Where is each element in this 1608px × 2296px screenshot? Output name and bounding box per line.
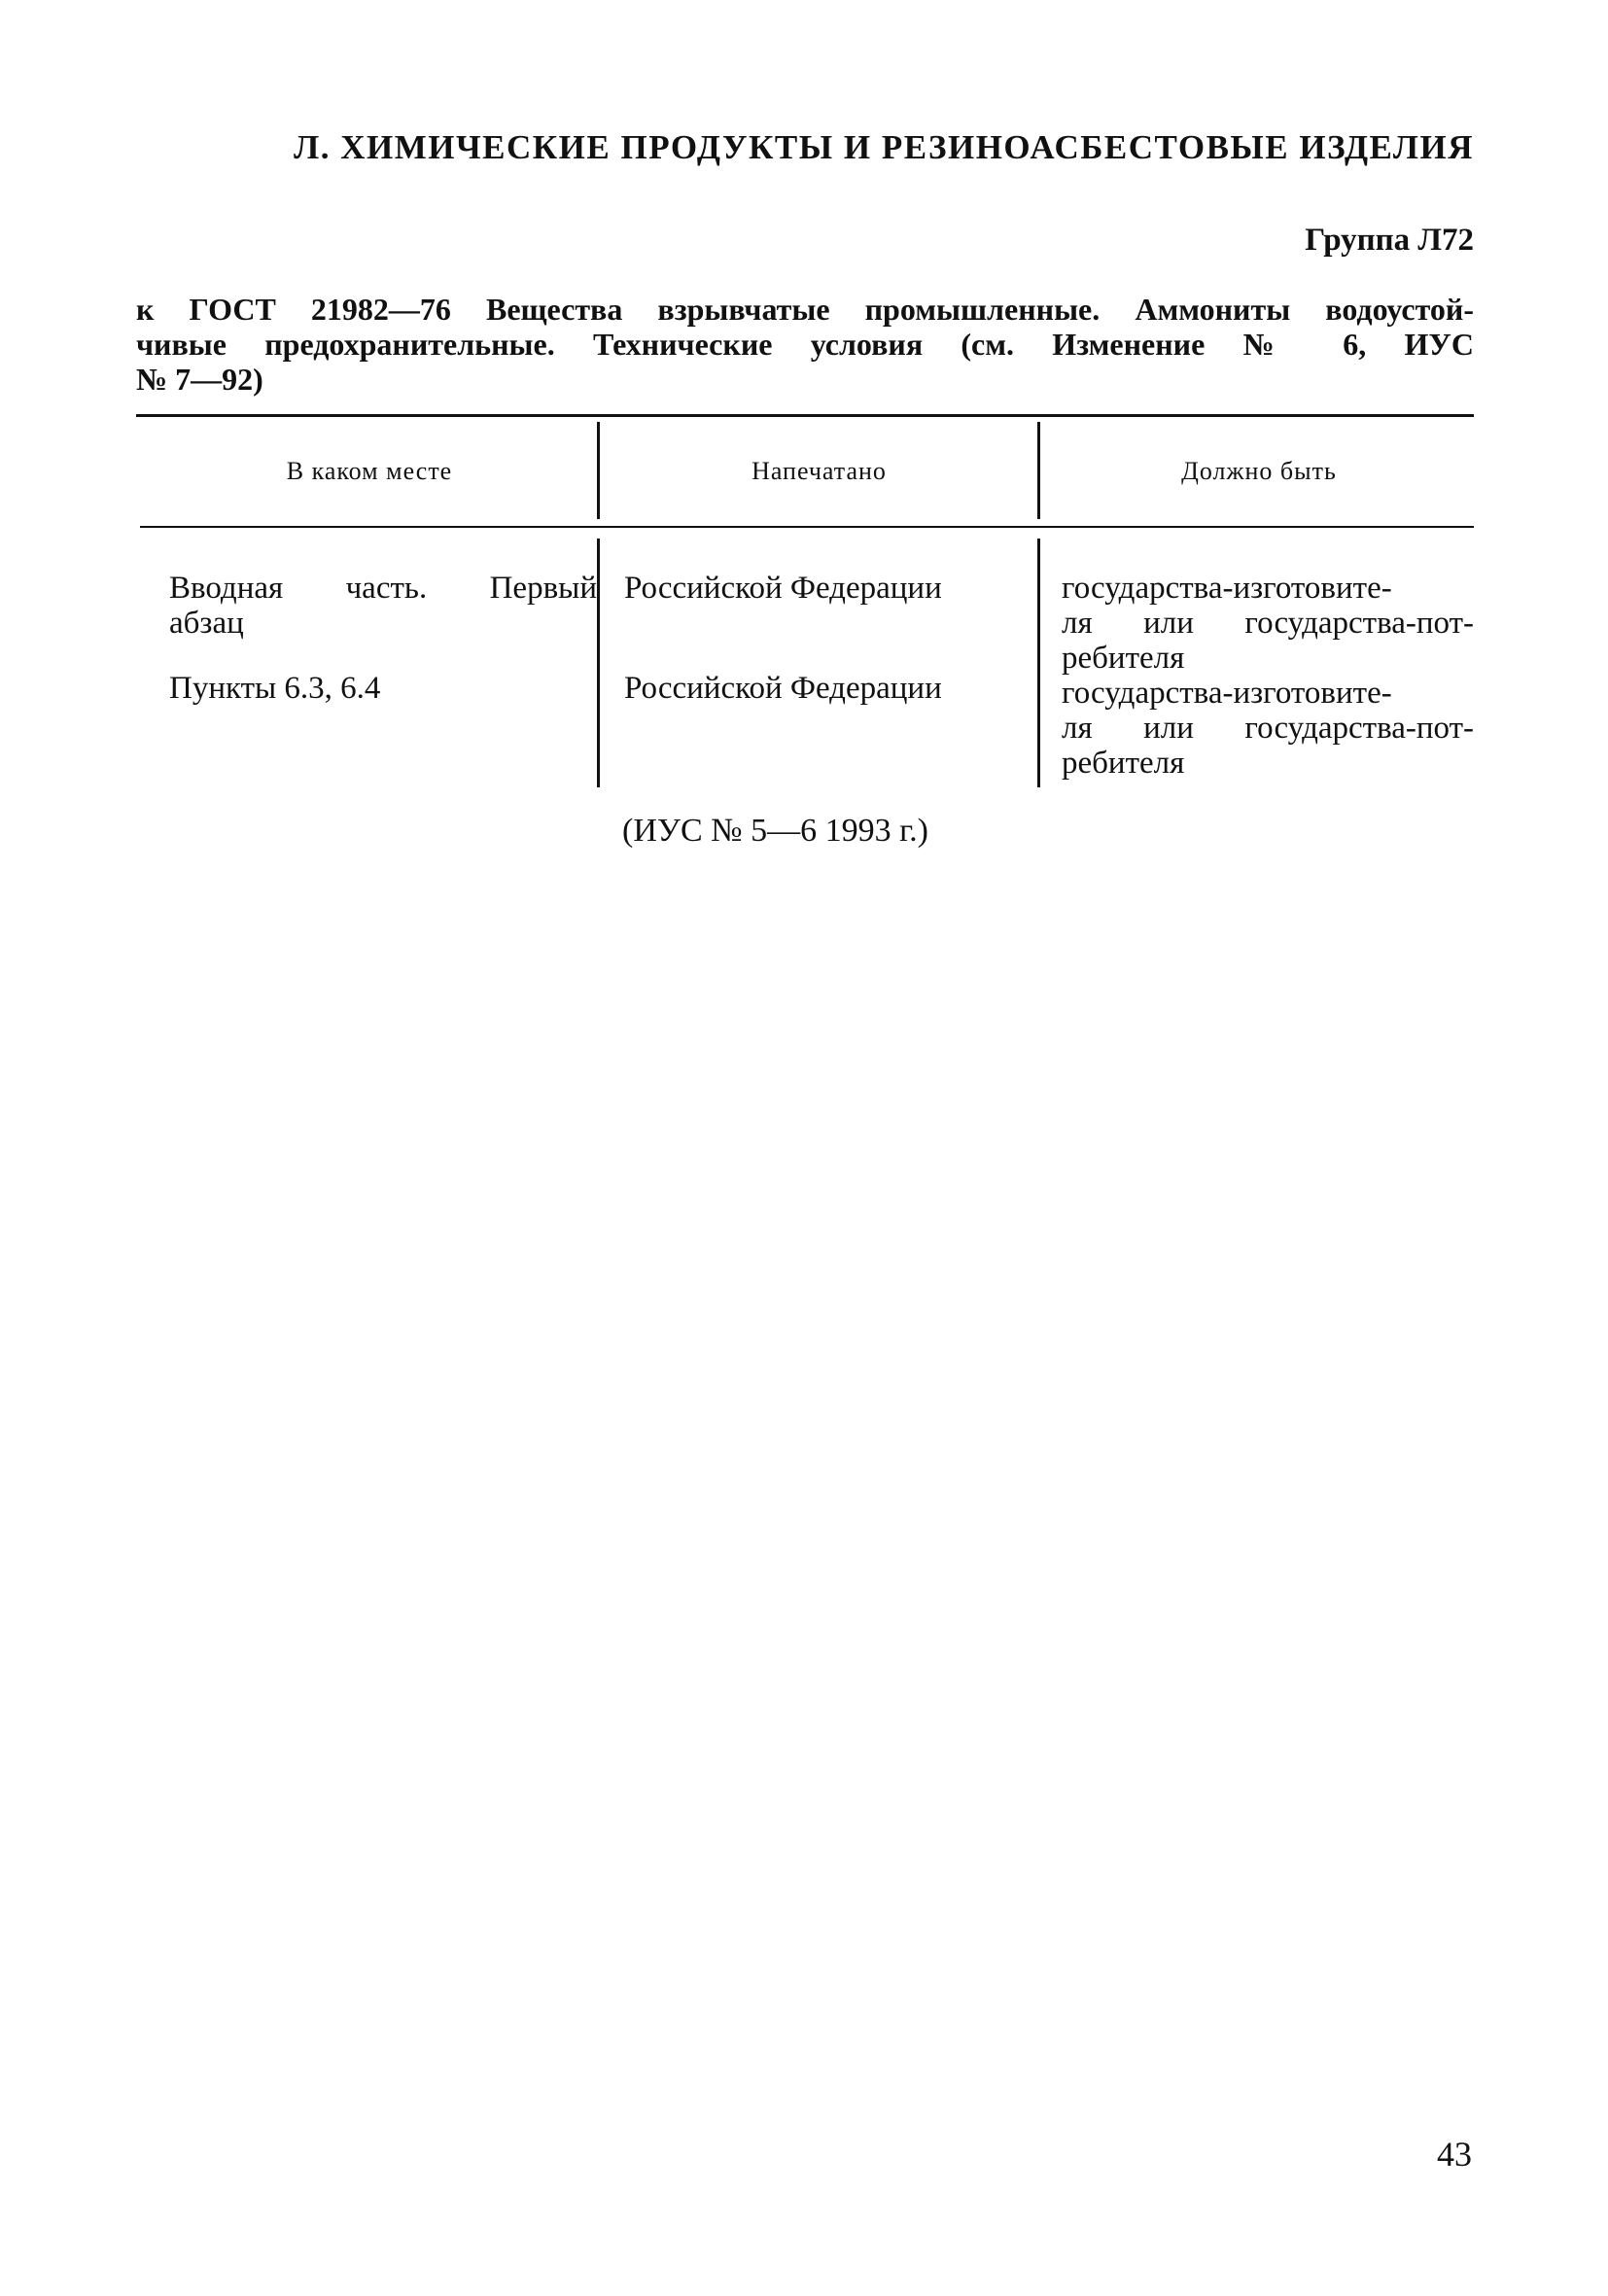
header-place: В каком месте: [286, 457, 453, 485]
row-1-printed: Российской Федерации: [624, 571, 942, 606]
row-2-place: Пункты 6.3, 6.4: [169, 671, 381, 706]
header-should-be: Должно быть: [1181, 457, 1337, 485]
row-1-place: [169, 571, 597, 641]
cell-line: абзац: [169, 606, 244, 641]
cell-line: ребителя: [1062, 641, 1185, 676]
source-reference: (ИУС № 5—6 1993 г.): [622, 813, 928, 849]
column-divider: [597, 422, 600, 519]
amendment-line: к ГОСТ 21982—76 Вещества взрывчатые промышленные. Аммониты водоустой-: [136, 292, 1474, 327]
cell-line: ля или государства-пот-: [1062, 606, 1474, 641]
row-2-should-be: [1062, 676, 1474, 781]
cell-line: государства-изготовите-: [1062, 676, 1392, 711]
header-rule: [140, 526, 1474, 528]
header-printed: Напечатано: [752, 457, 887, 485]
cell-line: государства-изготовите-: [1062, 571, 1392, 606]
cell-line: ля или государства-пот-: [1062, 711, 1474, 746]
cell-line: Вводная часть. Первый: [169, 571, 597, 606]
column-divider: [1037, 422, 1040, 519]
cell-line: ребителя: [1062, 746, 1185, 781]
amendment-heading: [136, 292, 1474, 397]
section-title: Л. ХИМИЧЕСКИЕ ПРОДУКТЫ И РЕЗИНОАСБЕСТОВЫЕ ИЗДЕЛИЯ: [294, 128, 1474, 166]
amendment-line: чивые предохранительные. Технические условия (см. Изменение № 6, ИУС: [136, 327, 1474, 362]
row-1-should-be: [1062, 571, 1474, 676]
row-2-printed: Российской Федерации: [624, 671, 942, 706]
column-divider: [1037, 539, 1040, 787]
table-top-rule: [136, 414, 1474, 417]
page-number: 43: [1437, 2135, 1472, 2174]
group-label: Группа Л72: [1305, 223, 1474, 258]
amendment-line: № 7—92): [136, 362, 263, 397]
column-divider: [597, 539, 600, 787]
